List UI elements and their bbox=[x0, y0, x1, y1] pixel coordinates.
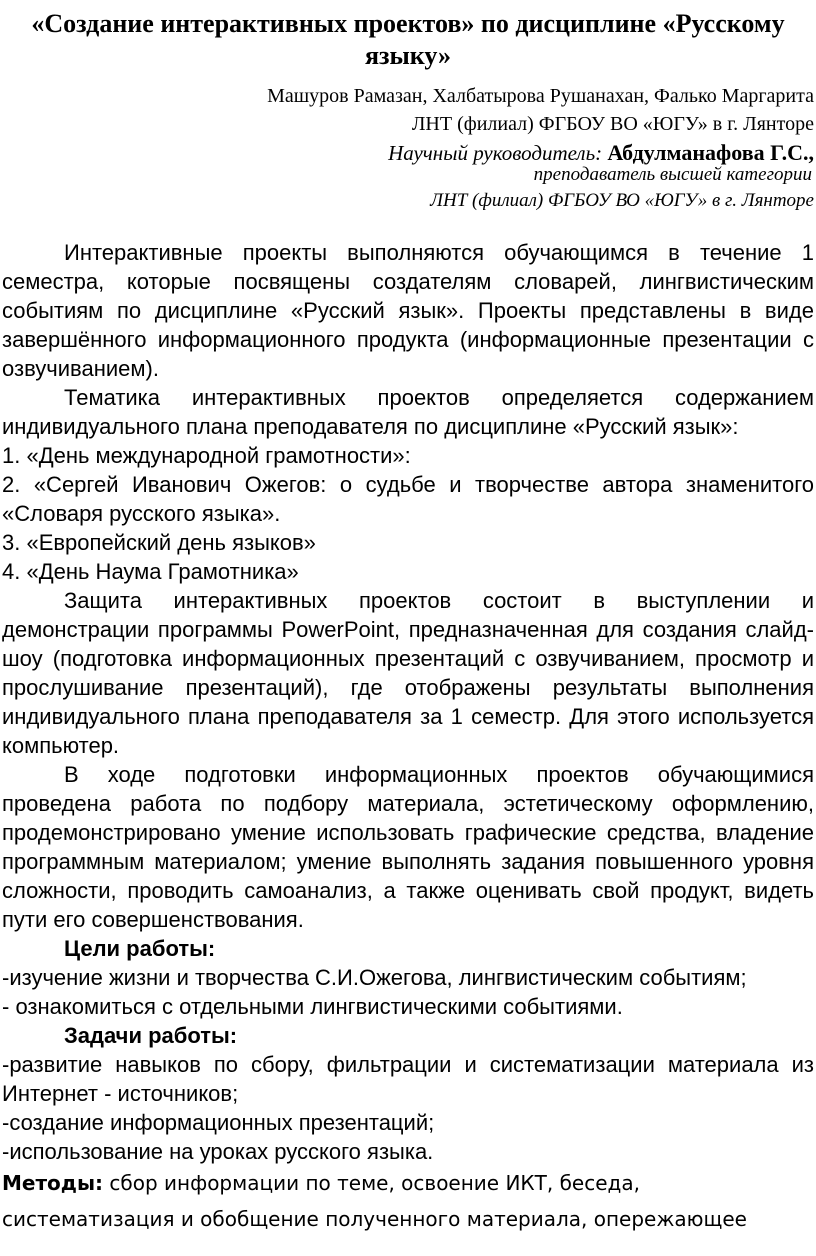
topic-item: 1. «День международной грамотности»: bbox=[2, 443, 411, 468]
topic-item: 2. «Сергей Иванович Ожегов: о судьбе и творчестве автора знаменитого «Словаря русского языка». bbox=[2, 472, 814, 526]
supervisor-label: Научный руководитель: bbox=[388, 141, 603, 165]
paragraph-preparation: В ходе подготовки информационных проектов обучающимися проведена работа по подбору материала, эстетическому оформлению, продемонстрировано умение использовать графические средства, владение программным материалом; умение выполнять задания повышенного уровня сложности, проводить самоанализ, а также оценивать свой продукт, видеть пути его совершенствования. bbox=[2, 762, 814, 932]
topic-item: 3. «Европейский день языков» bbox=[2, 530, 316, 555]
supervisor-name: Абдулманафова Г.С., bbox=[607, 140, 814, 165]
institution: ЛНТ (филиал) ФГБОУ ВО «ЮГУ» в г. Лянторе bbox=[411, 113, 814, 135]
document-title: «Создание интерактивных проектов» по дисциплине «Русскому языку» bbox=[31, 9, 785, 70]
paragraph-topics-intro: Тематика интерактивных проектов определяется содержанием индивидуального плана преподавателя по дисциплине «Русский язык»: bbox=[2, 385, 814, 439]
paragraph-defense: Защита интерактивных проектов состоит в выступлении и демонстрации программы PowerPoint, предназначенная для создания слайд-шоу (подготовка информационных презентаций с озвучиванием, просмотр и прослушивание презентаций), где отображены результаты выполнения индивидуального плана преподавателя за 1 семестр. Для этого используется компьютер. bbox=[2, 588, 814, 758]
methods-label: Методы: bbox=[2, 1171, 104, 1195]
goal-item: - ознакомиться с отдельными лингвистическими событиями. bbox=[2, 994, 623, 1019]
topic-item: 4. «День Наума Грамотника» bbox=[2, 559, 299, 584]
authors: Машуров Рамазан, Халбатырова Рушанахан, Фалько Маргарита bbox=[267, 85, 814, 107]
tasks-heading: Задачи работы: bbox=[64, 1023, 238, 1048]
supervisor-institution: ЛНТ (филиал) ФГБОУ ВО «ЮГУ» в г. Лянторе bbox=[430, 190, 814, 211]
task-item: -использование на уроках русского языка. bbox=[2, 1139, 434, 1164]
task-item: -создание информационных презентаций; bbox=[2, 1110, 435, 1135]
task-item: -развитие навыков по сбору, фильтрации и систематизации материала из Интернет - источников; bbox=[2, 1052, 814, 1106]
paragraph-intro: Интерактивные проекты выполняются обучающимся в течение 1 семестра, которые посвящены создателям словарей, лингвистическим событиям по дисциплине «Русский язык». Проекты представлены в виде завершённого информационного продукта (информационные презентации с озвучиванием). bbox=[2, 240, 814, 381]
goals-heading: Цели работы: bbox=[64, 936, 216, 961]
document-body bbox=[2, 238, 814, 1166]
goal-item: -изучение жизни и творчества С.И.Ожегова, лингвистическим событиям; bbox=[2, 965, 747, 990]
supervisor-position: преподаватель высшей категории bbox=[533, 164, 812, 185]
methods-text: сбор информации по теме, освоение ИКТ, беседа, систематизация и обобщение полученного материала, опережающее bbox=[2, 1171, 747, 1231]
methods-paragraph bbox=[2, 1165, 814, 1237]
supervisor-line bbox=[388, 140, 814, 166]
topic-list bbox=[2, 441, 814, 586]
